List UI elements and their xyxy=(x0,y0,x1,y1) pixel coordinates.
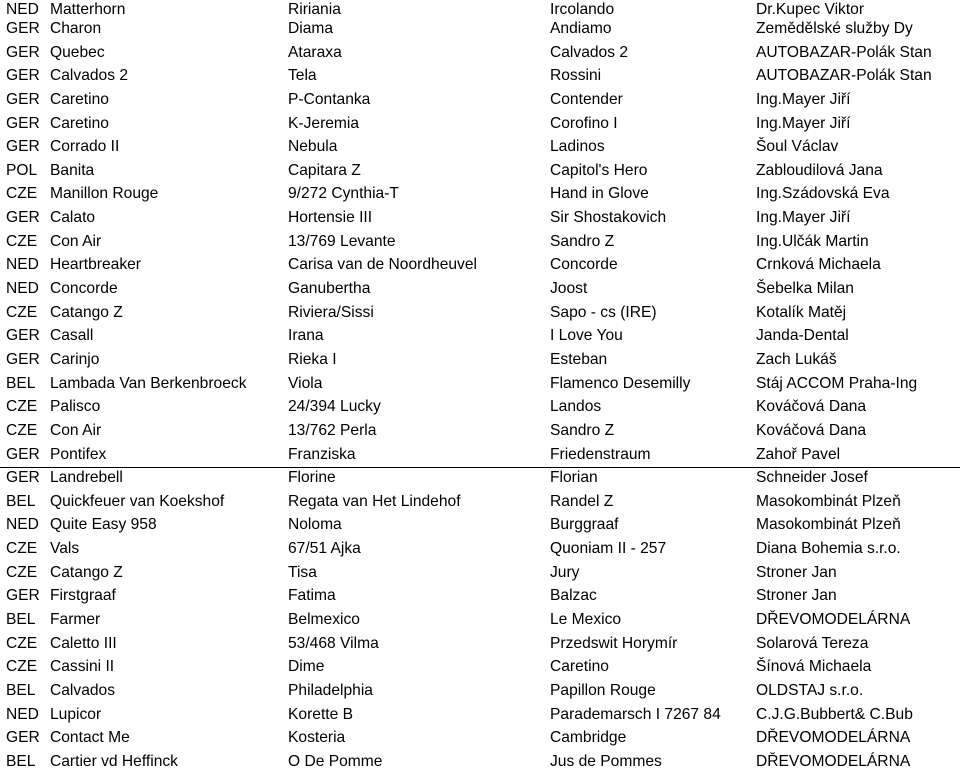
owner-cell: Ing.Szádovská Eva xyxy=(756,185,890,203)
sire-cell: Rossini xyxy=(550,67,602,85)
owner-cell: Stroner Jan xyxy=(756,563,837,581)
sire-cell: Quoniam II - 257 xyxy=(550,540,667,558)
table-row xyxy=(0,468,960,492)
country-cell: POL xyxy=(6,161,38,179)
dam-cell: Franziska xyxy=(288,445,356,463)
country-cell: BEL xyxy=(6,611,36,629)
owner-cell: Schneider Josef xyxy=(756,469,868,487)
sire-cell: Jury xyxy=(550,563,580,581)
horse-cell: Farmer xyxy=(50,611,101,629)
horse-cell: Con Air xyxy=(50,232,102,250)
horse-cell: Banita xyxy=(50,161,95,179)
sire-cell: Joost xyxy=(550,280,588,298)
sire-cell: Florian xyxy=(550,469,598,487)
horse-cell: Catango Z xyxy=(50,303,123,321)
owner-cell: Dr.Kupec Viktor xyxy=(756,1,865,18)
dam-cell: Tela xyxy=(288,67,317,85)
table-row xyxy=(0,634,960,658)
horse-cell: Corrado II xyxy=(50,138,120,156)
country-cell: NED xyxy=(6,280,39,298)
owner-cell: OLDSTAJ s.r.o. xyxy=(756,681,864,699)
table-row xyxy=(0,43,960,67)
sire-cell: Burggraaf xyxy=(550,516,619,534)
country-cell: CZE xyxy=(6,303,38,321)
sire-cell: Sandro Z xyxy=(550,232,615,250)
dam-cell: Kosteria xyxy=(288,729,346,747)
table-row xyxy=(0,350,960,374)
country-cell: CZE xyxy=(6,398,38,416)
table-row xyxy=(0,657,960,681)
country-cell: CZE xyxy=(6,658,38,676)
sire-cell: Jus de Pommes xyxy=(550,752,662,770)
dam-cell: Ririania xyxy=(288,1,341,18)
country-cell: GER xyxy=(6,729,40,747)
dam-cell: Noloma xyxy=(288,516,342,534)
country-cell: CZE xyxy=(6,540,38,558)
dam-cell: K-Jeremia xyxy=(288,114,360,132)
owner-cell: Šínová Michaela xyxy=(756,658,872,676)
dam-cell: Nebula xyxy=(288,138,338,156)
table-row xyxy=(0,137,960,161)
table-row xyxy=(0,445,960,469)
horse-cell: Con Air xyxy=(50,421,102,439)
sire-cell: Cambridge xyxy=(550,729,627,747)
horse-cell: Calvados 2 xyxy=(50,67,129,85)
horse-cell: Caretino xyxy=(50,114,109,132)
owner-cell: Ing.Mayer Jiří xyxy=(756,209,851,227)
sire-cell: Andiamo xyxy=(550,20,612,37)
owner-cell: Ing.Mayer Jiří xyxy=(756,114,851,132)
table-row xyxy=(0,0,960,19)
country-cell: NED xyxy=(6,516,39,534)
horse-cell: Cassini II xyxy=(50,658,115,676)
country-cell: GER xyxy=(6,138,40,156)
sire-cell: Caretino xyxy=(550,658,609,676)
table-row xyxy=(0,752,960,776)
dam-cell: Diama xyxy=(288,20,334,37)
country-cell: CZE xyxy=(6,634,38,652)
country-cell: GER xyxy=(6,20,40,37)
horse-cell: Heartbreaker xyxy=(50,256,142,274)
sire-cell: Parademarsch I 7267 84 xyxy=(550,705,721,723)
sire-cell: Balzac xyxy=(550,587,597,605)
dam-cell: Tisa xyxy=(288,563,317,581)
sire-cell: Calvados 2 xyxy=(550,43,629,61)
horse-cell: Contact Me xyxy=(50,729,130,747)
table-row xyxy=(0,114,960,138)
dam-cell: Dime xyxy=(288,658,325,676)
table-row xyxy=(0,66,960,90)
country-cell: NED xyxy=(6,705,39,723)
horse-cell: Matterhorn xyxy=(50,1,126,18)
owner-cell: Kováčová Dana xyxy=(756,421,867,439)
sire-cell: Przedswit Horymír xyxy=(550,634,678,652)
owner-cell: Zach Lukáš xyxy=(756,350,837,368)
dam-cell: O De Pomme xyxy=(288,752,383,770)
table-row xyxy=(0,586,960,610)
sire-cell: Concorde xyxy=(550,256,618,274)
country-cell: GER xyxy=(6,350,40,368)
table-row xyxy=(0,326,960,350)
table-row xyxy=(0,184,960,208)
sire-cell: Hand in Glove xyxy=(550,185,649,203)
dam-cell: Philadelphia xyxy=(288,681,373,699)
dam-cell: Regata van Het Lindehof xyxy=(288,492,461,510)
horse-cell: Charon xyxy=(50,20,102,37)
horse-cell: Pontifex xyxy=(50,445,107,463)
sire-cell: Friedenstraum xyxy=(550,445,651,463)
horse-cell: Quite Easy 958 xyxy=(50,516,157,534)
owner-cell: Ing.Ulčák Martin xyxy=(756,232,869,250)
table-row xyxy=(0,539,960,563)
owner-cell: Kotalík Matěj xyxy=(756,303,847,321)
country-cell: GER xyxy=(6,445,40,463)
owner-cell: Zemědělské služby Dy xyxy=(756,20,913,37)
owner-cell: DŘEVOMODELÁRNA xyxy=(756,729,911,747)
sire-cell: Flamenco Desemilly xyxy=(550,374,691,392)
dam-cell: Belmexico xyxy=(288,611,360,629)
sire-cell: Capitol's Hero xyxy=(550,161,648,179)
country-cell: GER xyxy=(6,327,40,345)
table-row xyxy=(0,728,960,752)
horse-cell: Caretino xyxy=(50,90,109,108)
sire-cell: Sapo - cs (IRE) xyxy=(550,303,657,321)
horse-cell: Landrebell xyxy=(50,469,123,487)
country-cell: CZE xyxy=(6,421,38,439)
dam-cell: 13/769 Levante xyxy=(288,232,396,250)
country-cell: CZE xyxy=(6,232,38,250)
owner-cell: Janda-Dental xyxy=(756,327,849,345)
country-cell: GER xyxy=(6,209,40,227)
owner-cell: Crnková Michaela xyxy=(756,256,881,274)
owner-cell: Masokombinát Plzeň xyxy=(756,516,901,534)
owner-cell: Šebelka Milan xyxy=(756,280,854,298)
owner-cell: Zahoř Pavel xyxy=(756,445,841,463)
dam-cell: Florine xyxy=(288,469,336,487)
country-cell: NED xyxy=(6,1,39,18)
owner-cell: C.J.G.Bubbert& C.Bub xyxy=(756,705,913,723)
table-row xyxy=(0,681,960,705)
table-row xyxy=(0,397,960,421)
table-row xyxy=(0,515,960,539)
table-row xyxy=(0,208,960,232)
owner-cell: Solarová Tereza xyxy=(756,634,869,652)
dam-cell: Riviera/Sissi xyxy=(288,303,374,321)
sire-cell: Ircolando xyxy=(550,1,615,18)
table-row xyxy=(0,161,960,185)
horse-cell: Quickfeuer van Koekshof xyxy=(50,492,225,510)
dam-cell: Rieka I xyxy=(288,350,337,368)
country-cell: NED xyxy=(6,256,39,274)
table-row xyxy=(0,492,960,516)
owner-cell: AUTOBAZAR-Polák Stan xyxy=(756,43,932,61)
horse-cell: Vals xyxy=(50,540,80,558)
horse-cell: Carinjo xyxy=(50,350,100,368)
horse-cell: Calato xyxy=(50,209,96,227)
dam-cell: Ataraxa xyxy=(288,43,342,61)
dam-cell: Viola xyxy=(288,374,323,392)
owner-cell: Stáj ACCOM Praha-Ing xyxy=(756,374,918,392)
table-row xyxy=(0,90,960,114)
sire-cell: Contender xyxy=(550,90,623,108)
dam-cell: 67/51 Ajka xyxy=(288,540,361,558)
owner-cell: AUTOBAZAR-Polák Stan xyxy=(756,67,932,85)
horse-cell: Quebec xyxy=(50,43,105,61)
horse-cell: Concorde xyxy=(50,280,118,298)
sire-cell: Papillon Rouge xyxy=(550,681,656,699)
horse-cell: Firstgraaf xyxy=(50,587,116,605)
table-row xyxy=(0,374,960,398)
country-cell: BEL xyxy=(6,374,36,392)
country-cell: CZE xyxy=(6,563,38,581)
sire-cell: Esteban xyxy=(550,350,608,368)
sire-cell: Corofino I xyxy=(550,114,618,132)
owner-cell: Zabloudilová Jana xyxy=(756,161,883,179)
country-cell: GER xyxy=(6,90,40,108)
horse-cell: Caletto III xyxy=(50,634,117,652)
table-row xyxy=(0,705,960,729)
sire-cell: Ladinos xyxy=(550,138,605,156)
dam-cell: Irana xyxy=(288,327,324,345)
country-cell: GER xyxy=(6,587,40,605)
sire-cell: Le Mexico xyxy=(550,611,622,629)
country-cell: GER xyxy=(6,43,40,61)
sire-cell: I Love You xyxy=(550,327,623,345)
table-row xyxy=(0,255,960,279)
country-cell: GER xyxy=(6,469,40,487)
section-divider xyxy=(0,467,960,468)
dam-cell: Ganubertha xyxy=(288,280,371,298)
dam-cell: 24/394 Lucky xyxy=(288,398,381,416)
dam-cell: Capitara Z xyxy=(288,161,361,179)
owner-cell: DŘEVOMODELÁRNA xyxy=(756,752,911,770)
horse-cell: Manillon Rouge xyxy=(50,185,159,203)
horse-cell: Lambada Van Berkenbroeck xyxy=(50,374,247,392)
country-cell: BEL xyxy=(6,492,36,510)
country-cell: CZE xyxy=(6,185,38,203)
dam-cell: Hortensie III xyxy=(288,209,373,227)
horse-cell: Cartier vd Heffinck xyxy=(50,752,178,770)
owner-cell: Masokombinát Plzeň xyxy=(756,492,901,510)
dam-cell: Korette B xyxy=(288,705,354,723)
sire-cell: Randel Z xyxy=(550,492,614,510)
country-cell: GER xyxy=(6,114,40,132)
table-row xyxy=(0,421,960,445)
table-row xyxy=(0,303,960,327)
table-row xyxy=(0,279,960,303)
dam-cell: 53/468 Vilma xyxy=(288,634,379,652)
horse-cell: Lupicor xyxy=(50,705,102,723)
owner-cell: Šoul Václav xyxy=(756,138,839,156)
table-row xyxy=(0,563,960,587)
country-cell: GER xyxy=(6,67,40,85)
owner-cell: Stroner Jan xyxy=(756,587,837,605)
table-row xyxy=(0,610,960,634)
horse-cell: Casall xyxy=(50,327,94,345)
dam-cell: P-Contanka xyxy=(288,90,371,108)
dam-cell: 13/762 Perla xyxy=(288,421,377,439)
country-cell: BEL xyxy=(6,752,36,770)
horse-cell: Palisco xyxy=(50,398,101,416)
sire-cell: Sir Shostakovich xyxy=(550,209,667,227)
country-cell: BEL xyxy=(6,681,36,699)
owner-cell: Kováčová Dana xyxy=(756,398,867,416)
dam-cell: Fatima xyxy=(288,587,336,605)
horse-cell: Catango Z xyxy=(50,563,123,581)
dam-cell: 9/272 Cynthia-T xyxy=(288,185,399,203)
sire-cell: Sandro Z xyxy=(550,421,615,439)
table-row xyxy=(0,232,960,256)
owner-cell: Ing.Mayer Jiří xyxy=(756,90,851,108)
owner-cell: Diana Bohemia s.r.o. xyxy=(756,540,901,558)
table-row xyxy=(0,19,960,43)
horse-cell: Calvados xyxy=(50,681,116,699)
sire-cell: Landos xyxy=(550,398,602,416)
owner-cell: DŘEVOMODELÁRNA xyxy=(756,611,911,629)
dam-cell: Carisa van de Noordheuvel xyxy=(288,256,477,274)
